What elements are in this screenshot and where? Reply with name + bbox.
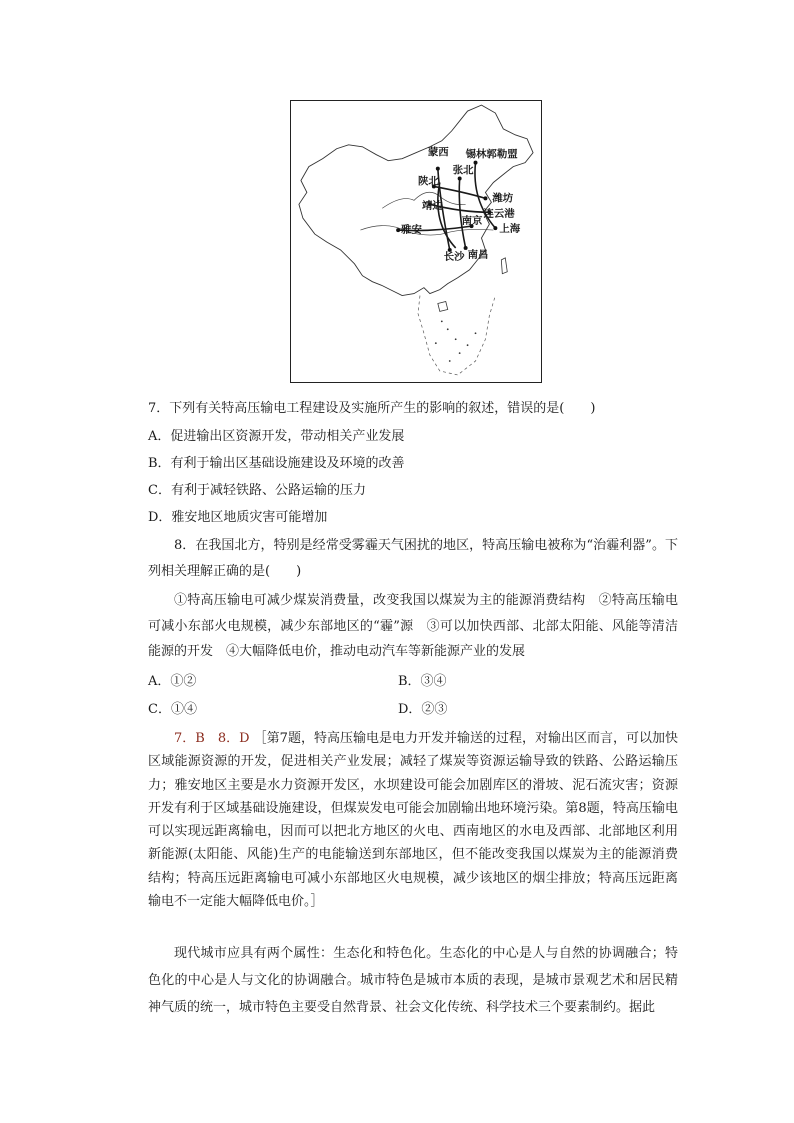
label-lianyungang: 连云港 (483, 208, 515, 221)
label-nanjing: 南京 (461, 215, 483, 228)
label-mengxi: 蒙西 (427, 146, 449, 159)
q8-option-a: A．①② (148, 674, 197, 689)
closing-paragraph: 现代城市应具有两个属性：生态化和特色化。生态化的中心是人与自然的协调融合；特色化的中心是人与文化的协调融合。城市特色是城市本质的表现，是城市景观艺术和居民精神气质的统一，城市特色主要受自然背景、社会文化传统、科学技术三个要素制约。据此 (148, 946, 678, 1015)
south-china-sea-outline (418, 296, 495, 375)
answer-block (148, 727, 678, 913)
label-nanchang: 南昌 (467, 248, 489, 261)
q8-option-c: C．①④ (148, 702, 197, 717)
q7-stem: 7．下列有关特高压输电工程建设及实施所产生的影响的叙述，错误的是( ) (148, 401, 596, 416)
map-svg (291, 101, 541, 382)
label-shanbei: 陕北 (417, 175, 439, 188)
line-zhangbei-nanchang (459, 179, 465, 248)
label-zhangbei: 张北 (452, 164, 474, 177)
label-yaan: 雅安 (401, 224, 422, 237)
hainan-island (438, 302, 448, 312)
power-lines (398, 163, 495, 250)
label-changsha: 长沙 (443, 250, 465, 263)
q7-option-a: A．促进输出区资源开发，带动相关产业发展 (148, 429, 405, 444)
q8-option-b: B．③④ (398, 674, 447, 689)
answer-key: 7．B 8．D (174, 731, 250, 746)
q8-option-d: D．②③ (398, 702, 448, 717)
q7-option-c: C．有利于减轻铁路、公路运输的压力 (148, 483, 366, 498)
q7-option-b: B．有利于输出区基础设施建设及环境的改善 (148, 456, 405, 471)
label-ximeng: 锡林郭勒盟 (465, 148, 518, 161)
q8-stem: 8．在我国北方，特别是经常受雾霾天气困扰的地区，特高压输电被称为“治霾利器”。下列相关理解正确的是( ) (148, 538, 678, 579)
answer-explanation: ［第7题，特高压输电是电力开发并输送的过程，对输出区而言，可以加快区域能源资源的开发，促进相关产业发展；减轻了煤炭等资源运输导致的铁路、公路运输压力；雅安地区主要是水力资源开发区，水坝建设可能会加剧库区的滑坡、泥石流灾害；资源开发有利于区域基础设施建设，但煤炭发电可能会加剧输出地环境污染。第8题，特高压输电可以实现远距离输电，因而可以把北方地区的火电、西南地区的水电及西部、北部地区利用新能源(太阳能、风能)生产的电能输送到东部地区，但不能改变我国以煤炭为主的能源消费结构；特高压远距离输电可减小东部地区火电规模，减少该地区的烟尘排放；特高压远距离输电不一定能大幅降低电价。］ (148, 731, 678, 910)
q7-option-d: D．雅安地区地质灾害可能增加 (148, 510, 328, 525)
taiwan-island (501, 258, 507, 274)
label-jingbian: 靖边 (421, 200, 443, 213)
south-sea-islands (435, 320, 476, 361)
q8-statements: ①特高压输电可减少煤炭消费量，改变我国以煤炭为主的能源消费结构 ②特高压输电可减小东部火电规模，减少东部地区的“霾”源 ③可以加快西部、北部太阳能、风能等清洁能源的开发 ④大幅降低电价，推动电动汽车等新能源产业的发展 (148, 593, 678, 659)
china-power-line-map (290, 100, 542, 383)
label-shanghai: 上海 (499, 223, 521, 236)
label-weifang: 潍坊 (492, 192, 514, 205)
